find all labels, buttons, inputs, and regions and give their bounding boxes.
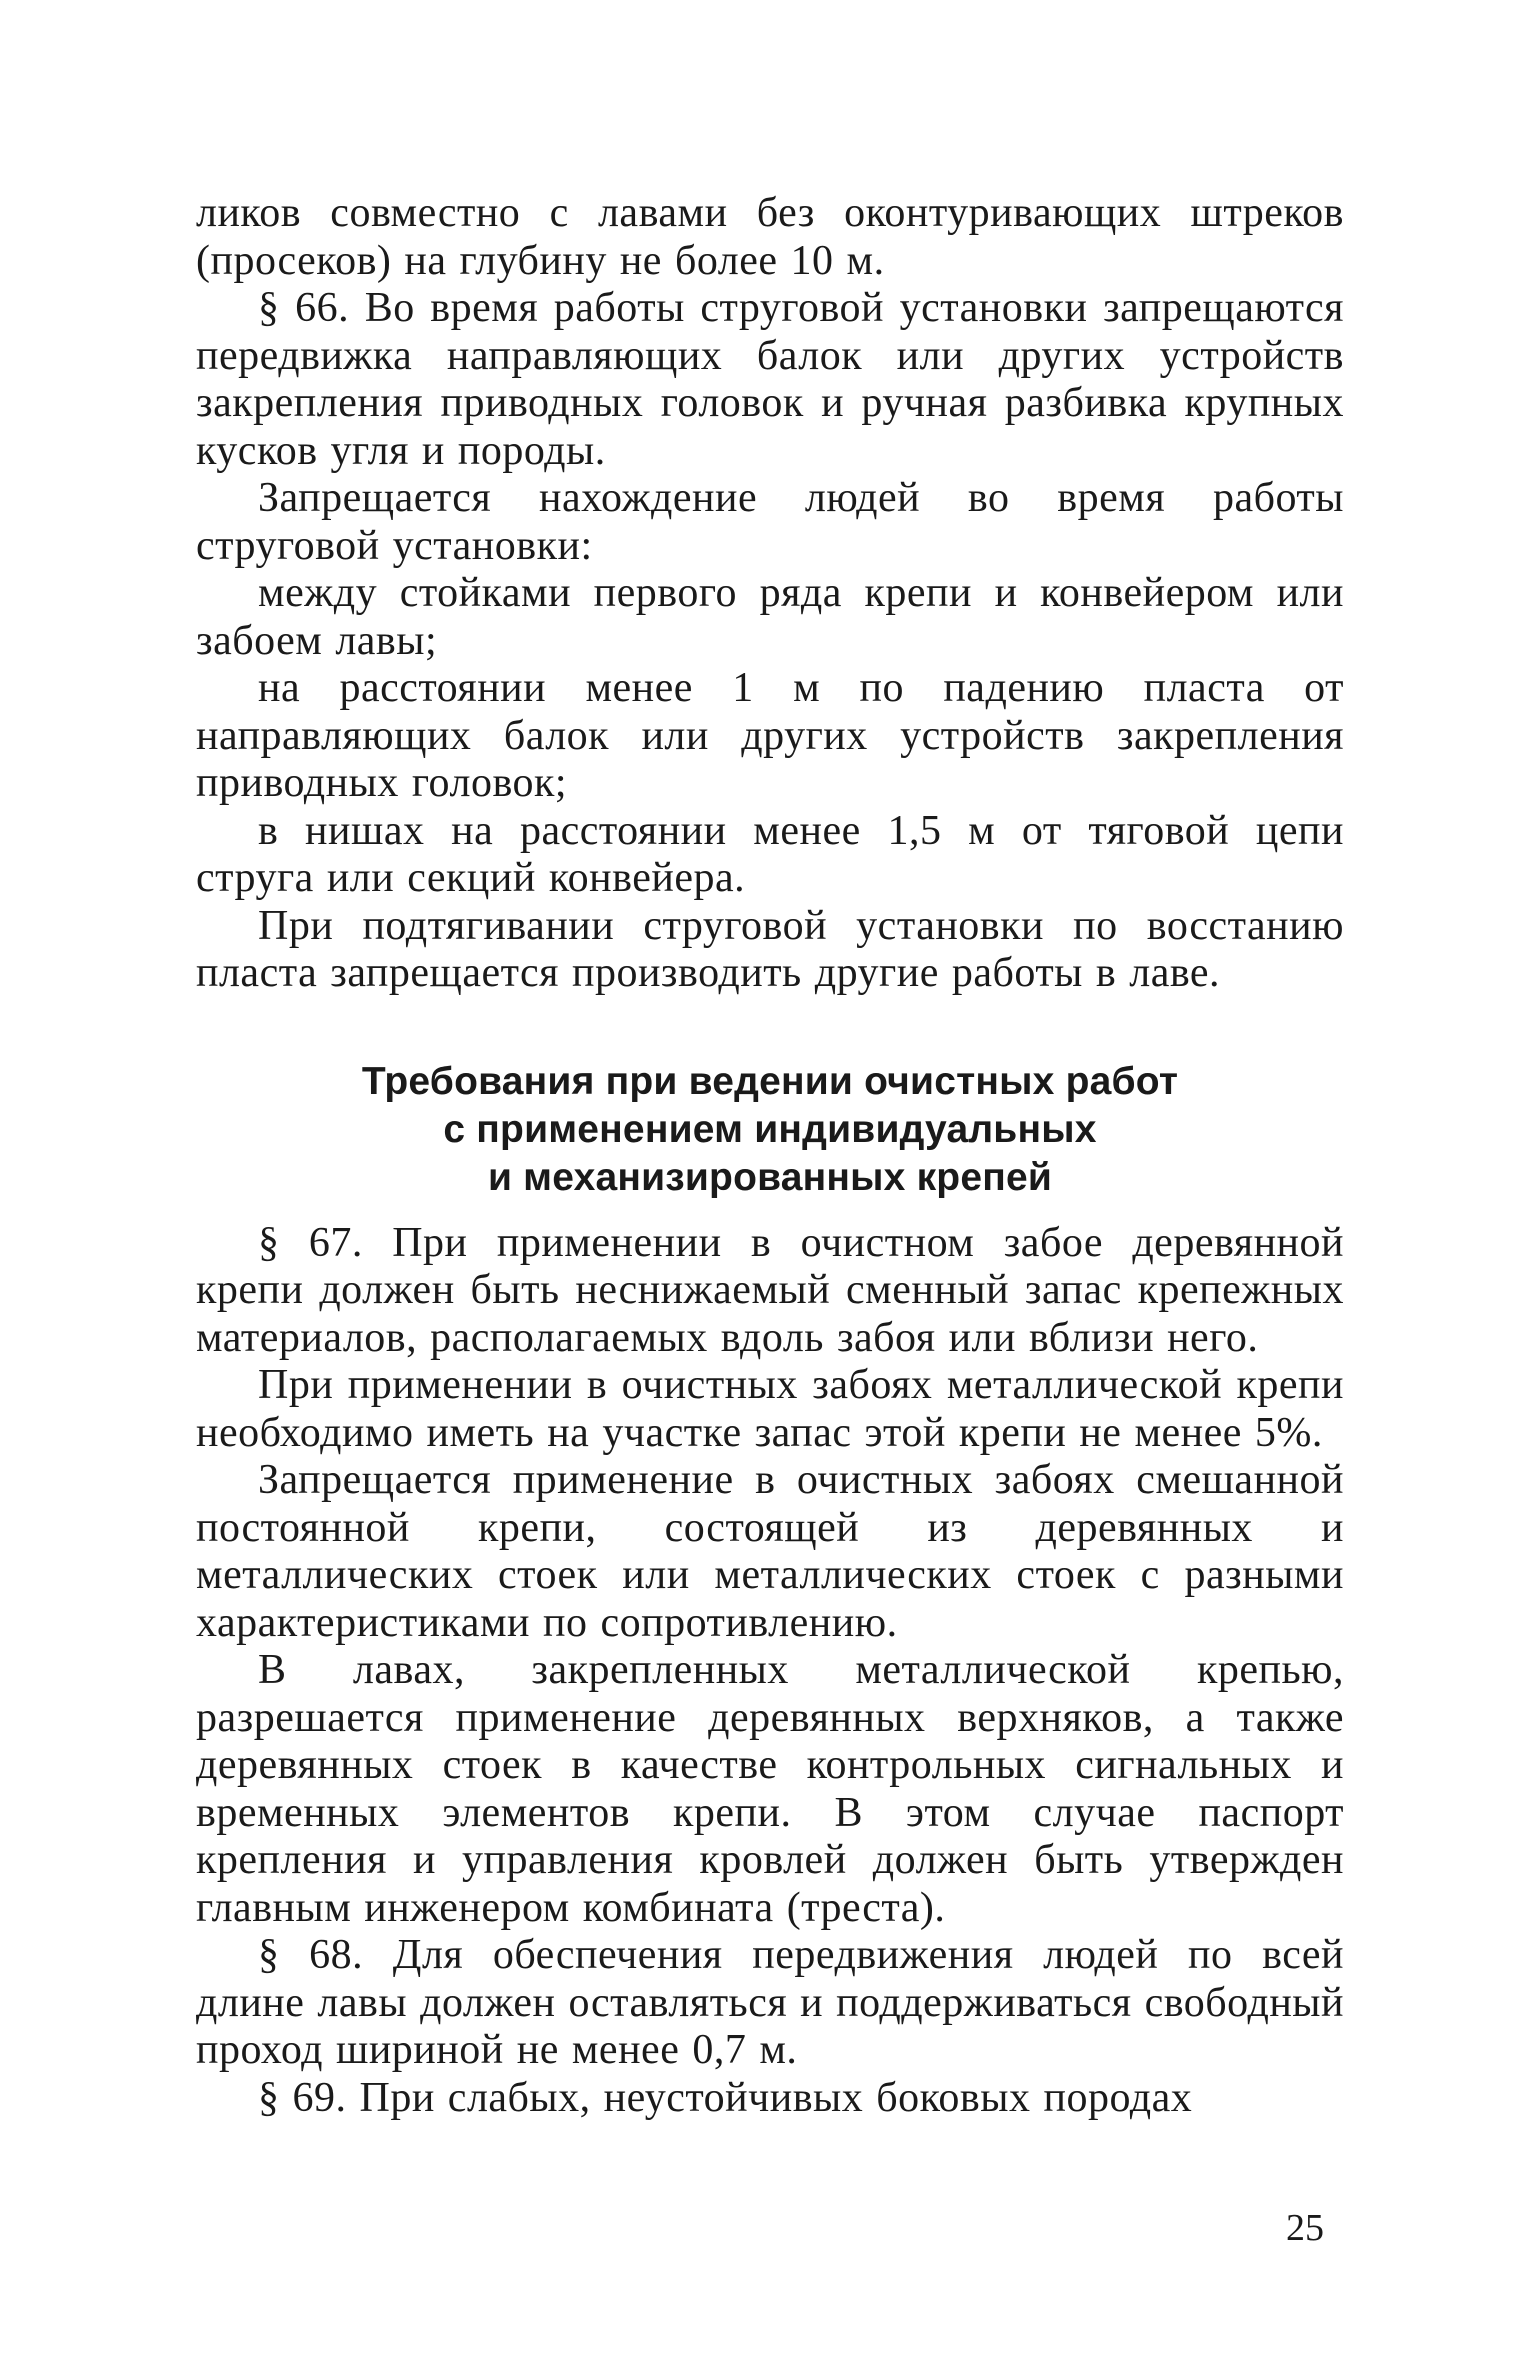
paragraph-wooden-elements: В лавах, закрепленных металлической крепью, разрешается применение деревянных верхняков, а также деревянных стоек в качестве контрольных сигнальных и временных элементов крепи. В этом случае паспорт крепления и управления кровлей должен быть утвержден главным инженером комбината (треста).	[196, 1647, 1344, 1931]
paragraph-continuation: ликов совместно с лавами без оконтуривающих штреков (просеков) на глубину не более 10 м.	[196, 190, 1344, 284]
paragraph-prohibition-intro: Запрещается нахождение людей во время работы струговой установки:	[196, 475, 1344, 569]
section-heading-line-2: с применением индивидуальных	[443, 1107, 1097, 1151]
paragraph-section-69: § 69. При слабых, неустойчивых боковых породах	[258, 2074, 1193, 2121]
paragraph-section-67: § 67. При применении в очистном забое деревянной крепи должен быть неснижаемый сменный запас крепежных материалов, располагаемых вдоль забоя или вблизи него.	[196, 1219, 1344, 1361]
paragraph-list-item-3: в нишах на расстоянии менее 1,5 м от тяговой цепи струга или секций конвейера.	[196, 807, 1344, 901]
paragraph-list-item-2: на расстоянии менее 1 м по падению пласта от направляющих балок или других устройств закрепления приводных головок;	[196, 665, 1344, 806]
paragraph-pulling-up: При подтягивании струговой установки по восстанию пласта запрещается производить другие работы в лаве.	[196, 902, 1344, 996]
section-heading-line-1: Требования при ведении очистных работ	[361, 1059, 1179, 1103]
section-heading	[196, 1058, 1344, 1202]
main-text	[196, 190, 1344, 2122]
paragraph-section-68: § 68. Для обеспечения передвижения людей по всей длине лавы должен оставляться и поддерживаться свободный проход шириной не менее 0,7 м.	[196, 1932, 1344, 2073]
section-heading-line-3: и механизированных крепей	[487, 1155, 1053, 1199]
paragraph-metal-support: При применении в очистных забоях металлической крепи необходимо иметь на участке запас этой крепи не менее 5%.	[196, 1362, 1344, 1456]
page-number: 25	[1286, 2207, 1324, 2249]
paragraph-mixed-support: Запрещается применение в очистных забоях смешанной постоянной крепи, состоящей из деревянных и металлических стоек или металлических стоек с разными характеристиками по сопротивлению.	[196, 1457, 1344, 1646]
paragraph-list-item-1: между стойками первого ряда крепи и конвейером или забоем лавы;	[196, 570, 1344, 664]
paragraph-section-66: § 66. Во время работы струговой установки запрещаются передвижка направляющих балок или других устройств закрепления приводных головок и ручная разбивка крупных кусков угля и породы.	[196, 285, 1344, 474]
